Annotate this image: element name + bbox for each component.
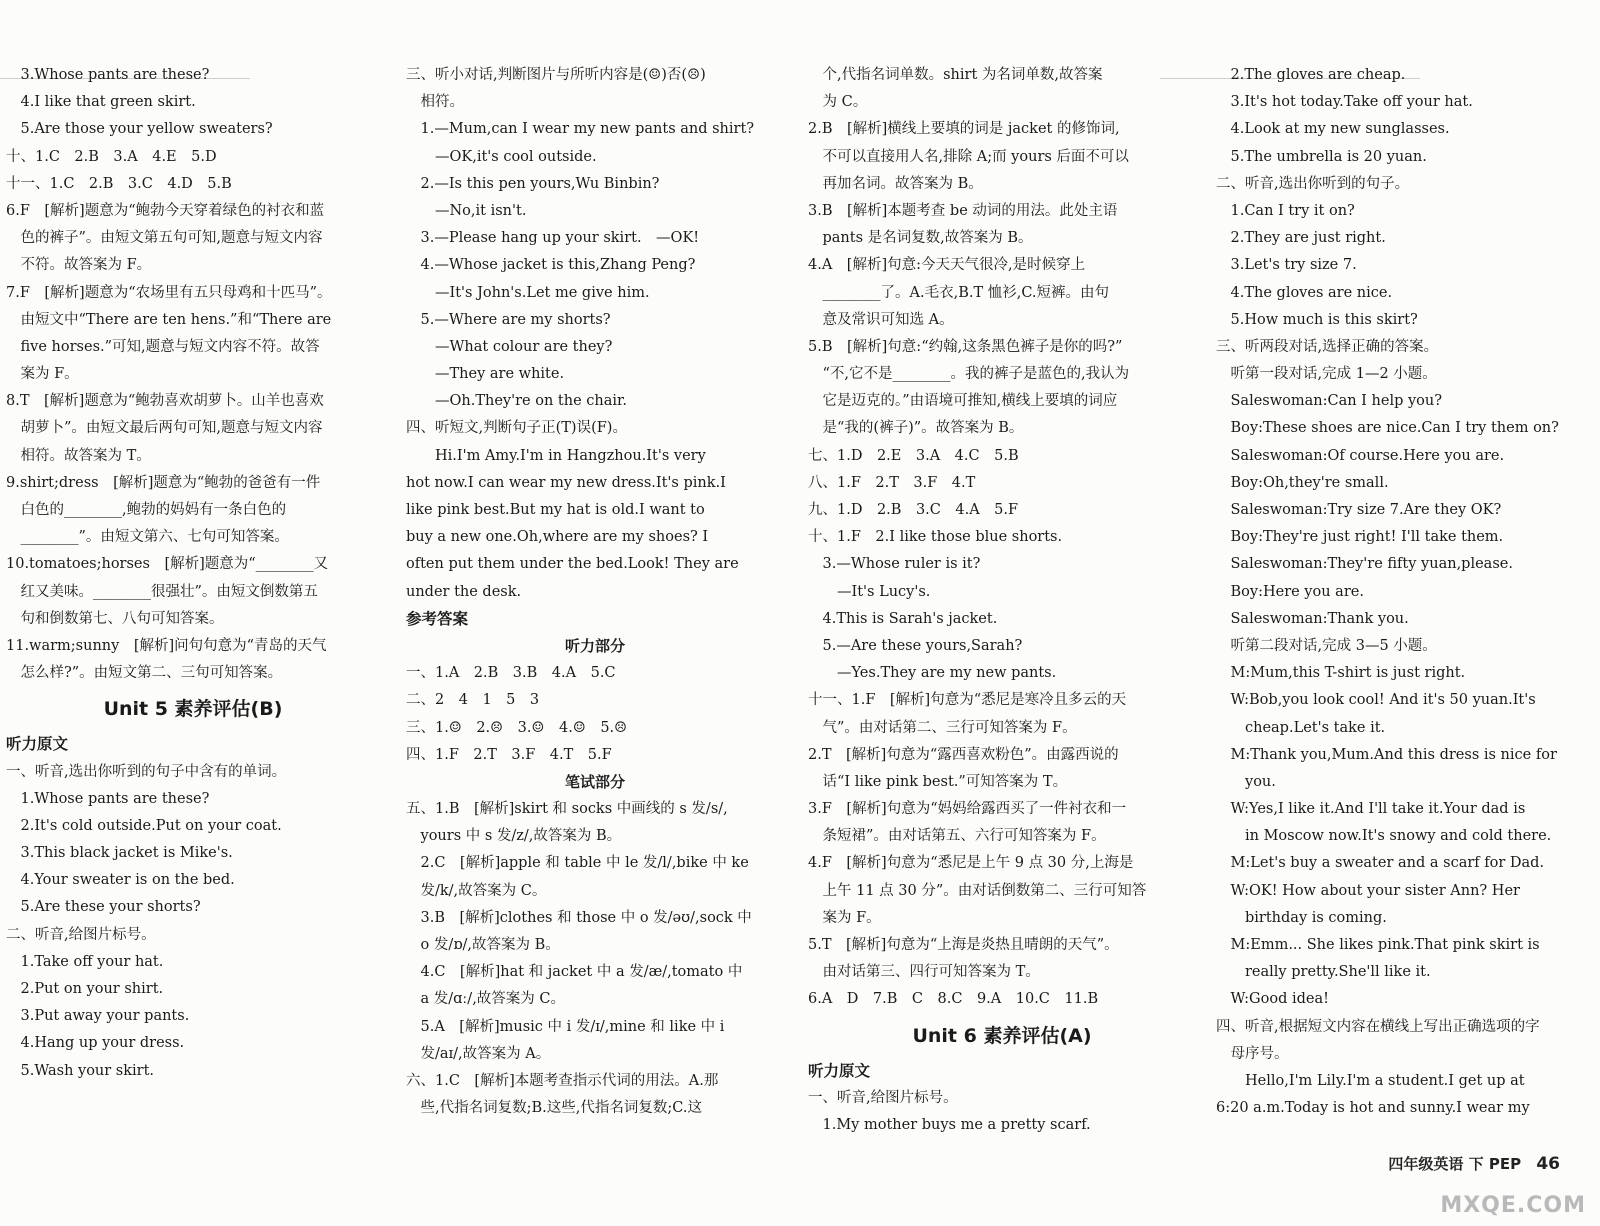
text-line: 6.F [解析]题意为“鲍勃今天穿着绿色的衬衣和蓝 [6,202,325,219]
text-line: 2.Put on your shirt. [6,981,164,997]
footer-label: 四年级英语 下 PEP [1388,1155,1522,1173]
text-line: 3.This black jacket is Mike's. [6,845,233,862]
text-line: 2.C [解析]apple 和 table 中 le 发/l/,bike 中 ke [406,855,749,872]
text-line: 三、听小对话,判断图片与所听内容是(☺)否(☹) [406,67,706,83]
text-line: 相符。故答案为 T。 [6,447,151,464]
text-line: 二、2 4 1 5 3 [406,692,540,709]
text-line: 5.B [解析]句意:“约翰,这条黑色裤子是你的吗?” [808,338,1123,355]
text-line: 胡萝卜”。由短文最后两句可知,题意与短文内容 [6,420,323,437]
text-line: 八、1.F 2.T 3.F 4.T [808,474,976,491]
section-heading: 听力原文 [808,1061,871,1080]
section-heading: 听力原文 [6,735,69,754]
text-line: in Moscow now.It's snowy and cold there. [1216,828,1552,845]
text-line: 三、听两段对话,选择正确的答案。 [1216,338,1439,355]
text-line: 四、听短文,判断句子正(T)误(F)。 [406,420,627,437]
text-line: 二、听音,选出你听到的句子。 [1216,175,1410,192]
text-line: Saleswoman:Of course.Here you are. [1216,447,1505,464]
text-line: M:Thank you,Mum.And this dress is nice for [1216,746,1557,763]
text-line: Boy:These shoes are nice.Can I try them on? [1216,420,1559,437]
text-line: 8.T [解析]题意为“鲍勃喜欢胡萝卜。山羊也喜欢 [6,393,324,410]
text-line: 2.They are just right. [1216,230,1386,247]
text-line: 9.shirt;dress [解析]题意为“鲍勃的爸爸有一件 [6,474,321,491]
text-line: 5.Are these your shorts? [6,899,201,916]
text-line: 一、1.A 2.B 3.B 4.A 5.C [406,665,616,682]
text-line: 一、听音,选出你听到的句子中含有的单词。 [6,763,287,780]
text-line: Saleswoman:Thank you. [1216,610,1409,627]
text-line: 3.—Please hang up your skirt. —OK! [406,230,700,247]
text-line: 1.My mother buys me a pretty scarf. [808,1116,1091,1133]
text-line: 些,代指名词复数;B.这些,代指名词复数;C.这 [406,1100,702,1117]
text-line: “不,它不是________。我的裤子是蓝色的,我认为 [808,366,1130,383]
text-line: 十一、1.F [解析]句意为“悉尼是寒冷且多云的天 [808,692,1127,709]
text-line: —They are white. [406,366,565,383]
unit-heading: Unit 6 素养评估(A) [912,1024,1092,1047]
text-line: 4.Look at my new sunglasses. [1216,121,1450,138]
text-line: 5.How much is this skirt? [1216,311,1418,328]
text-line: you. [1216,773,1276,790]
column-1 [6,62,380,1085]
text-line: Hello,I'm Lily.I'm a student.I get up at [1216,1072,1525,1089]
section-heading: 参考答案 [406,609,469,628]
text-line: 为 C。 [808,94,868,111]
text-line: 话“I like pink best.”可知答案为 T。 [808,773,1068,790]
text-line: 4.Hang up your dress. [6,1035,185,1052]
column-4 [1216,62,1600,1122]
text-line: 1.Can I try it on? [1216,202,1355,219]
text-line: Saleswoman:Can I help you? [1216,393,1443,410]
text-line: 九、1.D 2.B 3.C 4.A 5.F [808,502,1019,518]
text-line: W:Yes,I like it.And I'll take it.Your dad is [1216,801,1526,818]
text-line: 5.Are those your yellow sweaters? [6,121,273,138]
text-line: 4.C [解析]hat 和 jacket 中 a 发/æ/,tomato 中 [406,964,743,981]
text-line: W:OK! How about your sister Ann? Her [1216,882,1520,899]
text-line: o 发/ɒ/,故答案为 B。 [406,937,560,953]
text-line: 发/aɪ/,故答案为 A。 [406,1045,551,1062]
page-footer [1388,1153,1560,1174]
text-line: 白色的________,鲍勃的妈妈有一条白色的 [6,502,287,518]
text-line: —What colour are they? [406,338,613,355]
text-line: five horses.”可知,题意与短文内容不符。故答 [6,338,320,355]
text-line: W:Good idea! [1216,991,1329,1008]
text-line: Boy:They're just right! I'll take them. [1216,529,1504,546]
text-line: 六、1.C [解析]本题考查指示代词的用法。A.那 [406,1072,719,1089]
text-line: really pretty.She'll like it. [1216,964,1431,981]
text-line: 4.—Whose jacket is this,Zhang Peng? [406,257,696,274]
text-line: 意及常识可知选 A。 [808,311,954,328]
text-line: yours 中 s 发/z/,故答案为 B。 [406,828,622,845]
text-line: 上午 11 点 30 分”。由对话倒数第二、三行可知答 [808,882,1147,899]
text-line: 听第二段对话,完成 3—5 小题。 [1216,637,1437,654]
text-line: 4.I like that green skirt. [6,94,196,111]
text-line: M:Mum,this T-shirt is just right. [1216,665,1466,682]
unit-heading: Unit 5 素养评估(B) [103,698,283,721]
text-line: like pink best.But my hat is old.I want to [406,502,705,518]
text-line: 由短文中“There are ten hens.”和“There are [6,311,332,328]
page-number: 46 [1536,1154,1560,1174]
text-line: hot now.I can wear my new dress.It's pink.I [406,474,726,491]
text-line: 是“我的(裤子)”。故答案为 B。 [808,420,1024,437]
text-line: 再加名词。故答案为 B。 [808,175,983,192]
column-3 [808,62,1196,1139]
text-line: —It's Lucy's. [808,583,931,600]
text-line: ________”。由短文第六、七句可知答案。 [6,529,289,546]
text-line: 6.A D 7.B C 8.C 9.A 10.C 11.B [808,991,1099,1008]
text-line: 11.warm;sunny [解析]问句句意为“青岛的天气 [6,637,327,654]
column-2 [406,62,784,1122]
text-line: pants 是名词复数,故答案为 B。 [808,230,1033,247]
text-line: 十、1.F 2.I like those blue shorts. [808,529,1063,546]
text-line: 5.—Where are my shorts? [406,311,611,328]
text-line: 3.F [解析]句意为“妈妈给露西买了一件衬衣和一 [808,801,1127,818]
part-heading: 听力部分 [564,636,625,655]
text-line: 相符。 [406,94,464,111]
text-line: 4.The gloves are nice. [1216,284,1393,301]
text-line: M:Emm... She likes pink.That pink skirt is [1216,937,1540,953]
text-line: Hi.I'm Amy.I'm in Hangzhou.It's very [406,447,706,464]
text-line: 2.The gloves are cheap. [1216,67,1406,83]
text-line: 四、听音,根据短文内容在横线上写出正确选项的字 [1216,1018,1540,1035]
text-line: 条短裙”。由对话第五、六行可知答案为 F。 [808,828,1106,845]
text-line: 十、1.C 2.B 3.A 4.E 5.D [6,148,217,165]
text-line: 3.It's hot today.Take off your hat. [1216,94,1473,111]
text-line: Boy:Here you are. [1216,583,1364,600]
text-line: under the desk. [406,583,522,600]
text-line: 3.Whose pants are these? [6,67,210,83]
text-line: 1.—Mum,can I wear my new pants and shirt? [406,121,755,138]
text-line: 5.The umbrella is 20 yuan. [1216,148,1427,165]
text-line: —Oh.They're on the chair. [406,393,627,410]
text-line: 4.Your sweater is on the bed. [6,872,235,889]
text-line: a 发/ɑː/,故答案为 C。 [406,991,566,1008]
text-line: 不符。故答案为 F。 [6,257,152,274]
text-line: 1.Take off your hat. [6,953,164,970]
watermark: MXQE.COM [1440,1193,1586,1218]
text-line: 母序号。 [1216,1045,1289,1062]
text-line: buy a new one.Oh,where are my shoes? I [406,529,709,546]
text-line: 七、1.D 2.E 3.A 4.C 5.B [808,447,1019,464]
text-line: W:Bob,you look cool! And it's 50 yuan.It's [1216,692,1536,709]
text-line: 7.F [解析]题意为“农场里有五只母鸡和十匹马”。 [6,284,332,301]
text-line: —No,it isn't. [406,202,527,219]
text-line: —OK,it's cool outside. [406,148,597,165]
text-line: 5.Wash your skirt. [6,1062,155,1079]
text-line: 红又美味。________很强壮”。由短文倒数第五 [6,583,318,600]
text-line: 2.—Is this pen yours,Wu Binbin? [406,175,660,192]
text-line: 4.This is Sarah's jacket. [808,610,998,627]
text-line: —Yes.They are my new pants. [808,665,1057,682]
text-line: 个,代指名词单数。shirt 为名词单数,故答案 [808,67,1103,83]
text-line: 10.tomatoes;horses [解析]题意为“________又 [6,556,329,573]
text-line: 它是迈克的。”由语境可推知,横线上要填的词应 [808,393,1118,410]
text-line: 二、听音,给图片标号。 [6,926,156,943]
text-line: 6:20 a.m.Today is hot and sunny.I wear my [1216,1100,1530,1117]
text-line: 3.B [解析]clothes 和 those 中 o 发/əʊ/,sock 中 [406,909,752,926]
text-line: 4.F [解析]句意为“悉尼是上午 9 点 30 分,上海是 [808,855,1134,872]
text-line: often put them under the bed.Look! They are [406,556,739,573]
text-line: 听第一段对话,完成 1—2 小题。 [1216,366,1437,383]
text-line: 3.Put away your pants. [6,1008,190,1025]
text-line: 三、1.☺ 2.☹ 3.☺ 4.☺ 5.☹ [406,719,628,736]
text-line: 2.It's cold outside.Put on your coat. [6,817,282,834]
text-line: 3.Let's try size 7. [1216,257,1357,274]
text-line: 怎么样?”。由短文第二、三句可知答案。 [6,665,283,682]
text-line: 5.T [解析]句意为“上海是炎热且晴朗的天气”。 [808,937,1119,953]
text-line: 5.A [解析]music 中 i 发/ɪ/,mine 和 like 中 i [406,1018,725,1035]
text-line: 句和倒数第七、八句可知答案。 [6,610,224,627]
text-line: 5.—Are these yours,Sarah? [808,637,1023,654]
text-line: 不可以直接用人名,排除 A;而 yours 后面不可以 [808,148,1129,165]
text-line: M:Let's buy a sweater and a scarf for Dad. [1216,855,1545,872]
text-line: 2.T [解析]句意为“露西喜欢粉色”。由露西说的 [808,746,1119,763]
text-line: 3.B [解析]本题考查 be 动词的用法。此处主语 [808,202,1118,219]
text-line: 案为 F。 [6,366,79,383]
text-line: 十一、1.C 2.B 3.C 4.D 5.B [6,175,232,192]
text-line: Saleswoman:Try size 7.Are they OK? [1216,502,1502,518]
text-line: Saleswoman:They're fifty yuan,please. [1216,556,1513,573]
text-line: 色的裤子”。由短文第五句可知,题意与短文内容 [6,230,323,247]
text-line: 一、听音,给图片标号。 [808,1089,958,1106]
text-line: 1.Whose pants are these? [6,790,210,807]
text-line: ________了。A.毛衣,B.T 恤衫,C.短裤。由句 [808,284,1110,301]
text-line: 五、1.B [解析]skirt 和 socks 中画线的 s 发/s/, [406,801,728,818]
text-line: birthday is coming. [1216,909,1387,926]
text-line: 由对话第三、四行可知答案为 T。 [808,964,1040,981]
text-line: —It's John's.Let me give him. [406,284,650,301]
part-heading: 笔试部分 [564,772,625,791]
text-line: 4.A [解析]句意:今天天气很冷,是时候穿上 [808,257,1086,274]
text-line: 四、1.F 2.T 3.F 4.T 5.F [406,746,612,763]
text-line: 发/k/,故答案为 C。 [406,882,547,899]
text-line: 气”。由对话第二、三行可知答案为 F。 [808,719,1077,736]
text-line: cheap.Let's take it. [1216,719,1386,736]
text-line: 案为 F。 [808,909,881,926]
text-line: 3.—Whose ruler is it? [808,556,981,573]
text-line: 2.B [解析]横线上要填的词是 jacket 的修饰词, [808,121,1120,138]
text-line: Boy:Oh,they're small. [1216,474,1389,491]
